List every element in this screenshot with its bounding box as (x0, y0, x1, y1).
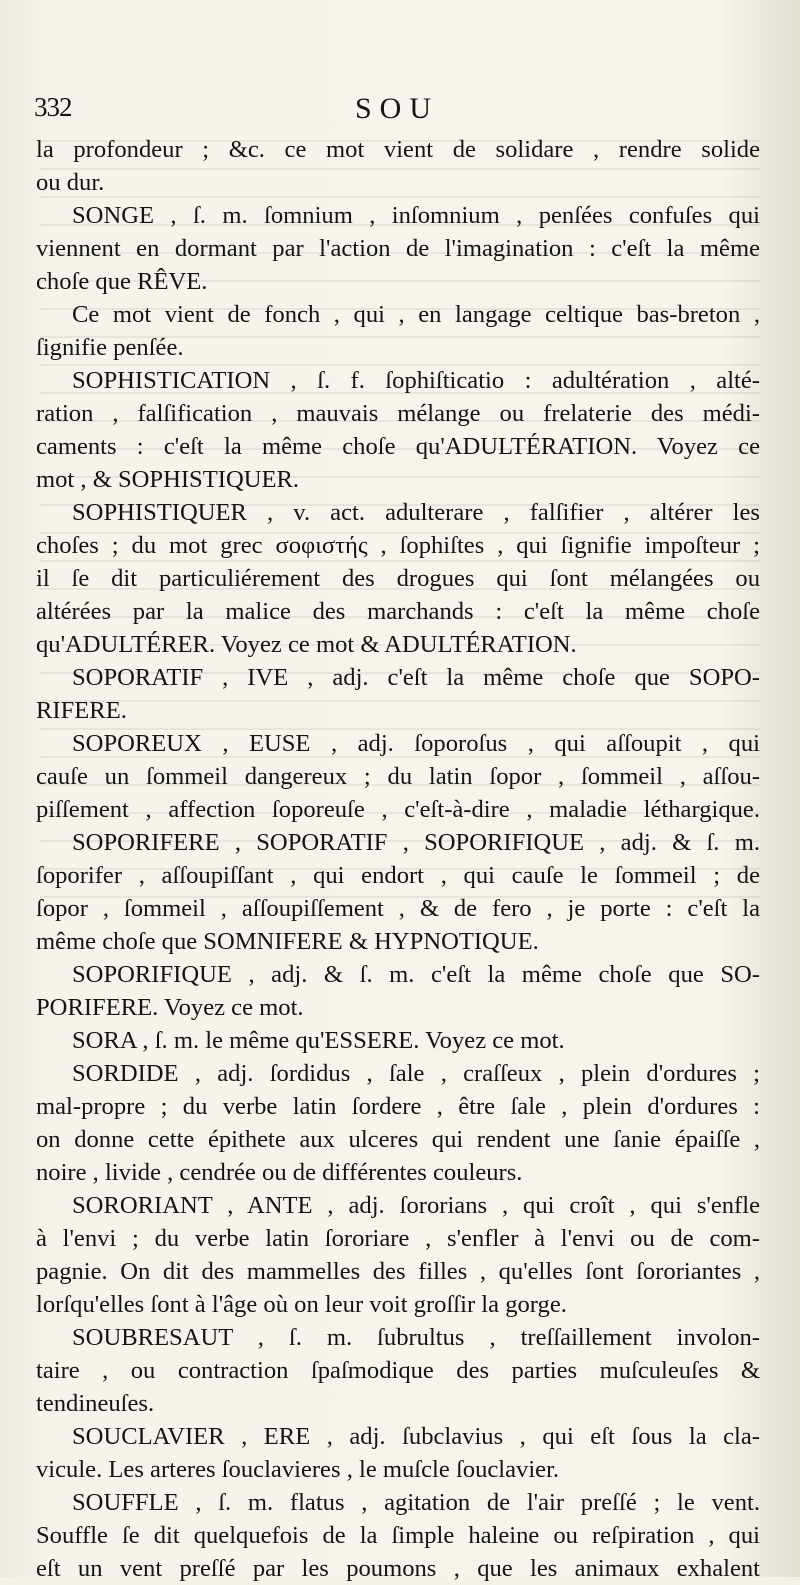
entry-headline: SOUCLAVIER , ERE , adj. ſubclavius , qui eſt ſous la cla- (72, 1423, 760, 1450)
entry-headline: SOPOREUX , EUSE , adj. ſoporoſus , qui aſſoupit , qui (72, 730, 760, 757)
entry-headline: SORA , ſ. m. le même qu'ESSERE. Voyez ce mot. (72, 1027, 565, 1054)
entry-headline: SORORIANT , ANTE , adj. ſororians , qui croît , qui s'enfle (72, 1192, 760, 1219)
text-line: Souffle ſe dit quelquefois de la ſimple haleine ou reſpiration , qui (36, 1522, 760, 1549)
text-line: qu'ADULTÉRER. Voyez ce mot & ADULTÉRATION. (36, 631, 577, 658)
text-line: viennent en dormant par l'action de l'imagination : c'eſt la même (36, 235, 760, 262)
entry-headline: SOPHISTICATION , ſ. f. ſophiſticatio : adultération , alté- (72, 367, 760, 394)
text-line: piſſement , affection ſoporeuſe , c'eſt-à-dire , maladie léthargique. (36, 796, 760, 823)
text-line: même choſe que SOMNIFERE & HYPNOTIQUE. (36, 928, 539, 955)
text-line: taire , ou contraction ſpaſmodique des parties muſculeuſes & (36, 1357, 760, 1384)
text-line: altérées par la malice des marchands : c'eſt la même choſe (36, 598, 760, 625)
entry-headline: SOPORIFIQUE , adj. & ſ. m. c'eſt la même choſe que SO- (72, 961, 760, 988)
dictionary-text (36, 133, 760, 1585)
text-line: mal-propre ; du verbe latin ſordere , être ſale , plein d'ordures : (36, 1093, 760, 1120)
page-number: 332 (34, 92, 72, 122)
text-line: choſe que RÊVE. (36, 268, 208, 295)
text-line: RIFERE. (36, 697, 127, 724)
entry-headline: SOUBRESAUT , ſ. m. ſubrultus , treſſaillement involon- (72, 1324, 760, 1351)
entry-headline: SOPORATIF , IVE , adj. c'eſt la même choſe que SOPO- (72, 664, 760, 691)
text-line: ſignifie penſée. (36, 334, 184, 361)
entry-headline: SOPHISTIQUER , v. act. adulterare , falſifier , altérer les (72, 499, 760, 526)
text-line: tendineuſes. (36, 1390, 155, 1417)
entry-headline: SOUFFLE , ſ. m. flatus , agitation de l'air preſſé ; le vent. (72, 1489, 760, 1516)
text-line: vicule. Les arteres ſouclavieres , le muſcle ſouclavier. (36, 1456, 560, 1483)
text-line: cauſe un ſommeil dangereux ; du latin ſopor , ſommeil , aſſou- (36, 763, 760, 790)
entry-headline: SONGE , ſ. m. ſomnium , inſomnium , penſées confuſes qui (72, 202, 760, 229)
text-line: il ſe dit particuliérement des drogues qui ſont mélangées ou (36, 565, 760, 592)
entry-headline: SORDIDE , adj. ſordidus , ſale , craſſeux , plein d'ordures ; (72, 1060, 760, 1087)
text-line: ou dur. (36, 169, 105, 196)
text-line: ſopor , ſommeil , aſſoupiſſement , & de fero , je porte : c'eſt la (36, 895, 760, 922)
text-line: à l'envi ; du verbe latin ſororiare , s'enfler à l'envi ou de com- (36, 1225, 760, 1252)
page-header (34, 92, 760, 132)
text-line: caments : c'eſt la même choſe qu'ADULTÉRATION. Voyez ce (36, 433, 760, 460)
text-line: la profondeur ; &c. ce mot vient de solidare , rendre solide (36, 136, 760, 163)
text-line: Ce mot vient de fonch , qui , en langage celtique bas-breton , (72, 301, 760, 328)
text-line: ration , falſification , mauvais mélange ou frelaterie des médi- (36, 400, 760, 427)
text-line: on donne cette épithete aux ulceres qui rendent une ſanie épaiſſe , (36, 1126, 760, 1153)
text-line: choſes ; du mot grec σοφιστής , ſophiſtes , qui ſignifie impoſteur ; (36, 532, 760, 559)
text-line: mot , & SOPHISTIQUER. (36, 466, 300, 493)
text-line: PORIFERE. Voyez ce mot. (36, 994, 304, 1021)
text-line: eſt un vent preſſé par les poumons , que les animaux exhalent (36, 1555, 760, 1582)
text-line: noire , livide , cendrée ou de différentes couleurs. (36, 1159, 523, 1186)
text-line: lorſqu'elles ſont à l'âge où on leur voit groſſir la gorge. (36, 1291, 567, 1318)
entry-headline: SOPORIFERE , SOPORATIF , SOPORIFIQUE , adj. & ſ. m. (72, 829, 760, 856)
text-line: ſoporifer , aſſoupiſſant , qui endort , qui cauſe le ſommeil ; de (36, 862, 760, 889)
text-line: pagnie. On dit des mammelles des filles , qu'elles ſont ſororiantes , (36, 1258, 760, 1285)
running-head: SOU (354, 92, 439, 125)
